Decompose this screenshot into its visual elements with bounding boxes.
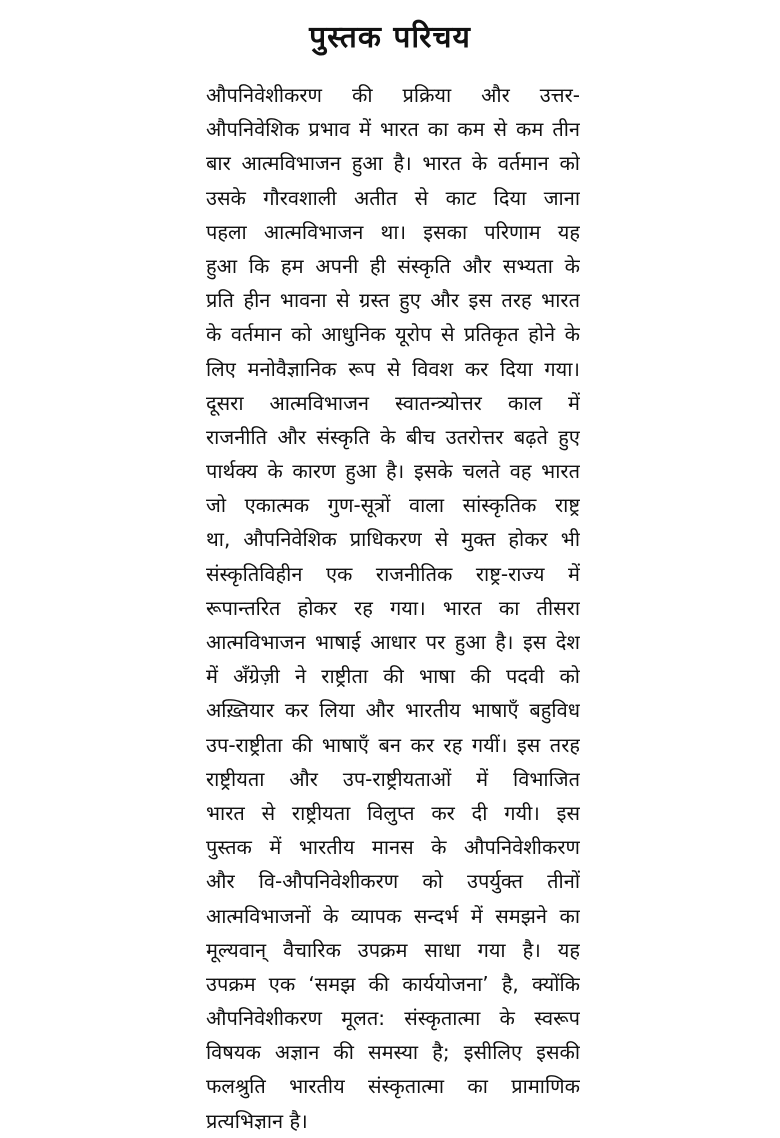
text-line: उप-राष्ट्रीता की भाषाएँ बन कर रह गयीं। इस तरह xyxy=(206,732,580,757)
text-line: प्रति हीन भावना से ग्रस्त हुए और इस तरह भारत xyxy=(206,288,580,313)
page-title: पुस्तक परिचय xyxy=(309,20,471,55)
text-line: हुआ कि हम अपनी ही संस्कृति और सभ्यता के xyxy=(206,253,580,278)
body-paragraph xyxy=(206,78,580,1138)
text-line: मूल्यवान् वैचारिक उपक्रम साधा गया है। यह xyxy=(206,937,580,962)
text-line: था, औपनिवेशिक प्राधिकरण से मुक्त होकर भी xyxy=(206,527,580,552)
text-line: राजनीति और संस्कृति के बीच उतरोत्तर बढ़ते हुए xyxy=(206,424,580,449)
text-line: लिए मनोवैज्ञानिक रूप से विवश कर दिया गया। xyxy=(206,356,580,381)
text-line: और वि-औपनिवेशीकरण को उपर्युक्त तीनों xyxy=(206,869,580,894)
text-line: में अँग्रेज़ी ने राष्ट्रीता की भाषा की पदवी को xyxy=(206,664,580,689)
text-line: आत्मविभाजनों के व्यापक सन्दर्भ में समझने का xyxy=(206,903,580,928)
text-line: अख़्तियार कर लिया और भारतीय भाषाएँ बहुविध xyxy=(206,698,580,723)
text-line: भारत से राष्ट्रीयता विलुप्त कर दी गयी। इस xyxy=(206,800,580,825)
text-line: आत्मविभाजन भाषाई आधार पर हुआ है। इस देश xyxy=(206,630,580,654)
text-line: उसके गौरवशाली अतीत से काट दिया जाना xyxy=(206,185,580,210)
text-line: रूपान्तरित होकर रह गया। भारत का तीसरा xyxy=(206,595,580,620)
text-line: उपक्रम एक ‘समझ की कार्ययोजना’ है, क्योंकि xyxy=(206,971,580,996)
text-line: फलश्रुति भारतीय संस्कृतात्मा का प्रामाणिक xyxy=(206,1074,580,1099)
text-line: राष्ट्रीयता और उप-राष्ट्रीयताओं में विभाजित xyxy=(206,766,580,791)
text-line: बार आत्मविभाजन हुआ है। भारत के वर्तमान को xyxy=(206,151,580,176)
text-line: दूसरा आत्मविभाजन स्वातन्त्र्योत्तर काल में xyxy=(206,390,580,415)
text-line: पुस्तक में भारतीय मानस के औपनिवेशीकरण xyxy=(206,835,580,860)
text-line: जो एकात्मक गुण-सूत्रों वाला सांस्कृतिक राष्ट्र xyxy=(206,493,580,518)
text-line: पहला आत्मविभाजन था। इसका परिणाम यह xyxy=(206,219,580,244)
text-line: प्रत्यभिज्ञान है। xyxy=(206,1108,308,1133)
text-line: औपनिवेशिक प्रभाव में भारत का कम से कम तीन xyxy=(206,117,580,142)
text-line: के वर्तमान को आधुनिक यूरोप से प्रतिकृत होने के xyxy=(206,322,580,347)
text-line: संस्कृतिविहीन एक राजनीतिक राष्ट्र-राज्य में xyxy=(206,561,580,586)
text-line: औपनिवेशीकरण की प्रक्रिया और उत्तर- xyxy=(206,83,580,107)
text-line: विषयक अज्ञान की समस्या है; इसीलिए इसकी xyxy=(206,1040,580,1065)
text-line: पार्थक्य के कारण हुआ है। इसके चलते वह भारत xyxy=(206,459,580,484)
text-line: औपनिवेशीकरण मूलत: संस्कृतात्मा के स्वरूप xyxy=(206,1006,580,1031)
